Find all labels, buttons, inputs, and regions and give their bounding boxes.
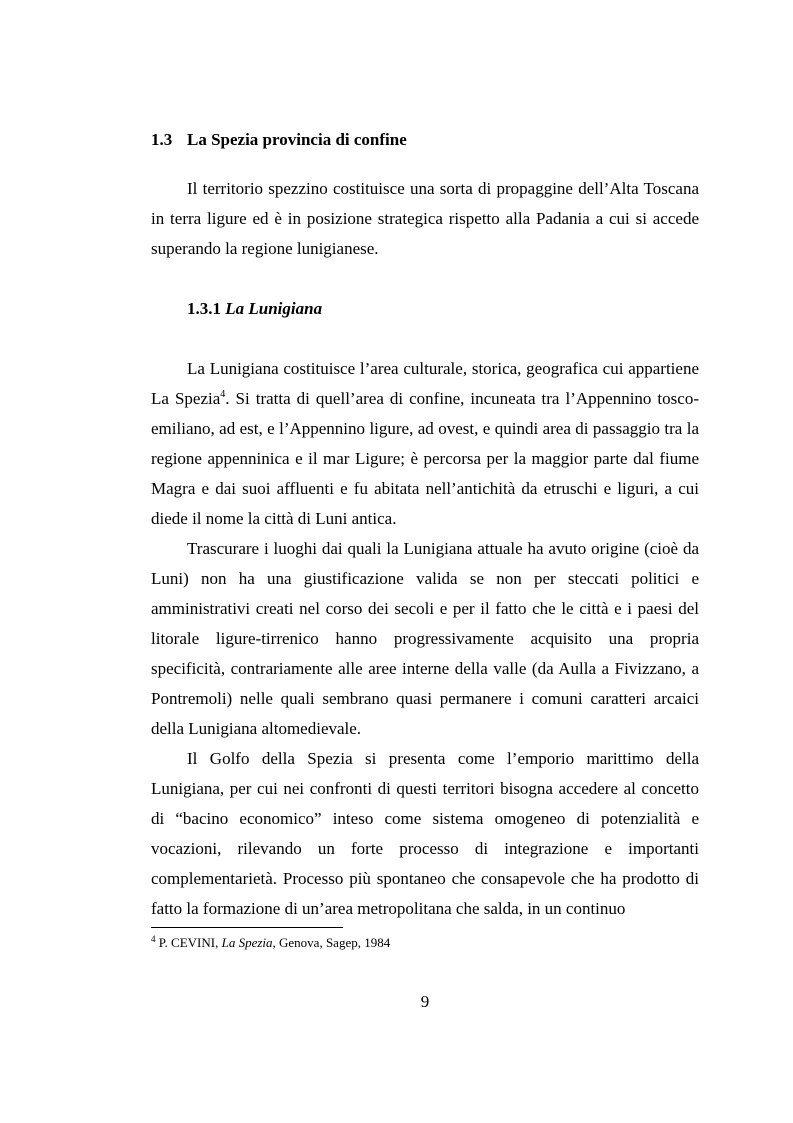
- section-title: La Spezia provincia di confine: [187, 130, 407, 149]
- paragraph-1-text-end: . Si tratta di quell’area di confine, incuneata tra l’Appennino tosco-emiliano, ad est, e l’Appennino ligure, ad ovest, e quindi area di passaggio tra la regione appenninica e il mar Ligure; è percorsa per la maggior parte dal fiume Magra e dai suoi affluenti e fu abitata nell’antichità da etruschi e liguri, a cui diede il nome la città di Luni antica.: [151, 389, 699, 528]
- page-number: 9: [420, 992, 430, 1011]
- footnote-work-title: La Spezia: [221, 935, 273, 950]
- body-paragraph-1: [151, 354, 699, 534]
- subsection-title: La Lunigiana: [225, 299, 323, 318]
- footnote-number: 4: [151, 934, 156, 944]
- paragraph-1-text-start: La Lunigiana costituisce l’area culturale, storica, geografica cui appartiene La Spezia: [151, 359, 699, 408]
- body-paragraph-3: Il Golfo della Spezia si presenta come l’emporio marittimo della Lunigiana, per cui nei confronti di questi territori bisogna accedere al concetto di “bacino economico” inteso come sistema omogeneo di potenzialità e vocazioni, rilevando un forte processo di integrazione e importanti complementarietà. Processo più spontaneo che consapevole che ha prodotto di fatto la formazione di un’area metropolitana che salda, in un continuo: [151, 749, 699, 918]
- footnote-reference: 4: [220, 389, 226, 400]
- section-heading: [151, 128, 407, 152]
- body-paragraph-2: Trascurare i luoghi dai quali la Lunigiana attuale ha avuto origine (cioè da Luni) non ha una giustificazione valida se non per steccati politici e amministrativi creati nel corso dei secoli e per il fatto che le città e i paesi del litorale ligure-tirrenico hanno progressivamente acquisito una propria specificità, contrariamente alle aree interne della valle (da Aulla a Fivizzano, a Pontremoli) nelle quali sembrano quasi permanere i comuni caratteri arcaici della Lunigiana altomedievale.: [151, 539, 699, 738]
- section-intro-paragraph: Il territorio spezzino costituisce una sorta di propaggine dell’Alta Toscana in terra ligure ed è in posizione strategica rispetto alla Padania a cui si accede superando la regione lunigianese.: [151, 179, 699, 258]
- body-text: [151, 354, 699, 924]
- document-page: [151, 0, 699, 1123]
- subsection-heading: [187, 297, 322, 321]
- footnote-divider: [151, 927, 343, 928]
- footnote-publication: , Genova, Sagep, 1984: [272, 935, 391, 950]
- section-number: 1.3: [151, 130, 173, 149]
- subsection-number: 1.3.1: [187, 299, 221, 318]
- footnote: [151, 934, 390, 952]
- footnote-author: P. CEVINI,: [158, 935, 219, 950]
